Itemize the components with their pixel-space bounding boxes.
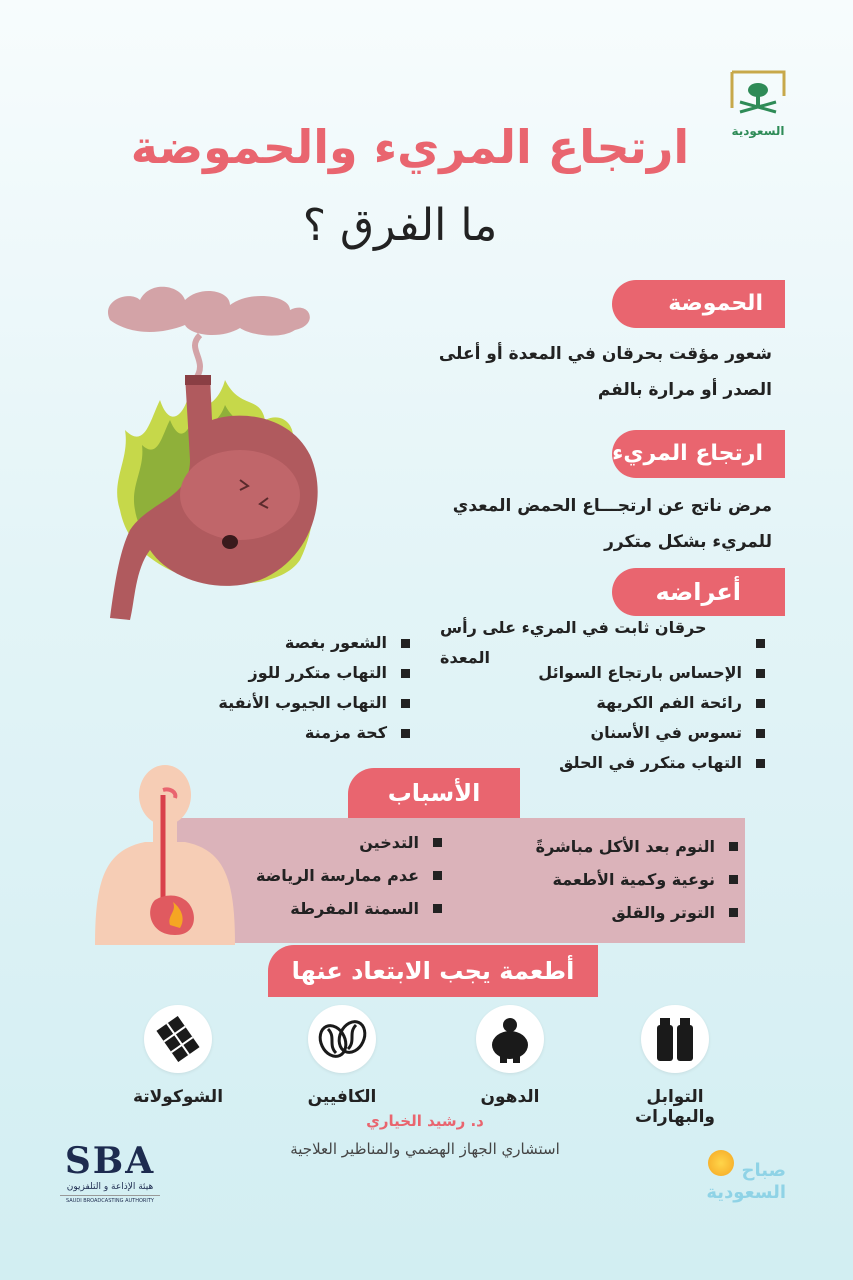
reflux-line-1: مرض ناتج عن ارتجـــاع الحمض المعدي <box>452 496 772 516</box>
foods-heading: أطعمة يجب الابتعاد عنها <box>268 945 598 997</box>
food-label: الشوكولاتة <box>132 1087 224 1107</box>
chocolate-bar-icon <box>144 1005 212 1073</box>
list-item: التوتر والقلق <box>500 896 738 929</box>
heartburn-heading: الحموضة <box>612 280 785 328</box>
symptoms-list-left <box>200 628 410 748</box>
symptoms-list-right <box>440 618 765 778</box>
show-logo <box>690 1148 790 1208</box>
list-item: الإحساس بارتجاع السوائل <box>440 658 765 688</box>
food-label: الكافيين <box>307 1087 377 1107</box>
doctor-name: د. رشيد الخياري <box>366 1112 484 1130</box>
page-subtitle: ما الفرق ؟ <box>302 200 498 251</box>
coffee-beans-icon <box>308 1005 376 1073</box>
doctor-title: استشاري الجهاز الهضمي والمناظير العلاجية <box>290 1140 560 1158</box>
sba-logo <box>60 1140 160 1204</box>
list-item: نوعية وكمية الأطعمة <box>500 863 738 896</box>
list-item: الشعور بغصة <box>200 628 410 658</box>
body-illustration <box>85 760 245 945</box>
food-spices <box>610 1005 740 1127</box>
sba-english-name: SAUDI BROADCASTING AUTHORITY <box>60 1195 160 1204</box>
stomach-illustration <box>90 280 360 640</box>
causes-list-right <box>500 830 738 929</box>
reflux-line-2: للمريء بشكل متكرر <box>604 532 772 552</box>
list-item: التدخين <box>248 826 442 859</box>
food-label: الدهون <box>480 1087 540 1107</box>
list-item: رائحة الفم الكريهة <box>440 688 765 718</box>
causes-heading: الأسباب <box>348 768 520 818</box>
list-item: عدم ممارسة الرياضة <box>248 859 442 892</box>
fat-person-icon <box>476 1005 544 1073</box>
list-item: التهاب الجيوب الأنفية <box>200 688 410 718</box>
show-logo-line2: السعودية <box>706 1182 786 1203</box>
list-item: التهاب متكرر للوز <box>200 658 410 688</box>
causes-list-left <box>248 826 442 925</box>
saudi-channel-logo <box>726 68 790 148</box>
food-chocolate <box>113 1005 243 1107</box>
sba-arabic-name: هيئة الإذاعة و التلفزيون <box>66 1182 154 1192</box>
list-item: التهاب متكرر في الحلق <box>440 748 765 778</box>
heartburn-line-2: الصدر أو مرارة بالفم <box>597 380 772 400</box>
list-item: السمنة المفرطة <box>248 892 442 925</box>
sun-icon <box>708 1150 734 1176</box>
page-title: ارتجاع المريء والحموضة <box>130 120 690 174</box>
show-logo-line1: صباح <box>741 1160 786 1181</box>
list-item: حرقان ثابت في المريء على رأس المعدة <box>440 628 765 658</box>
spice-jars-icon <box>641 1005 709 1073</box>
food-fats <box>445 1005 575 1107</box>
food-caffeine <box>277 1005 407 1107</box>
reflux-heading: ارتجاع المريء <box>612 430 785 478</box>
heartburn-line-1: شعور مؤقت بحرقان في المعدة أو أعلى <box>438 344 772 364</box>
list-item: النوم بعد الأكل مباشرةً <box>500 830 738 863</box>
food-label: التوابل والبهارات <box>634 1087 716 1127</box>
sba-logo-text: SBA <box>64 1140 156 1182</box>
logo-text: السعودية <box>731 124 785 138</box>
list-item: تسوس في الأسنان <box>440 718 765 748</box>
symptoms-heading: أعراضه <box>612 568 785 616</box>
list-item: كحة مزمنة <box>200 718 410 748</box>
